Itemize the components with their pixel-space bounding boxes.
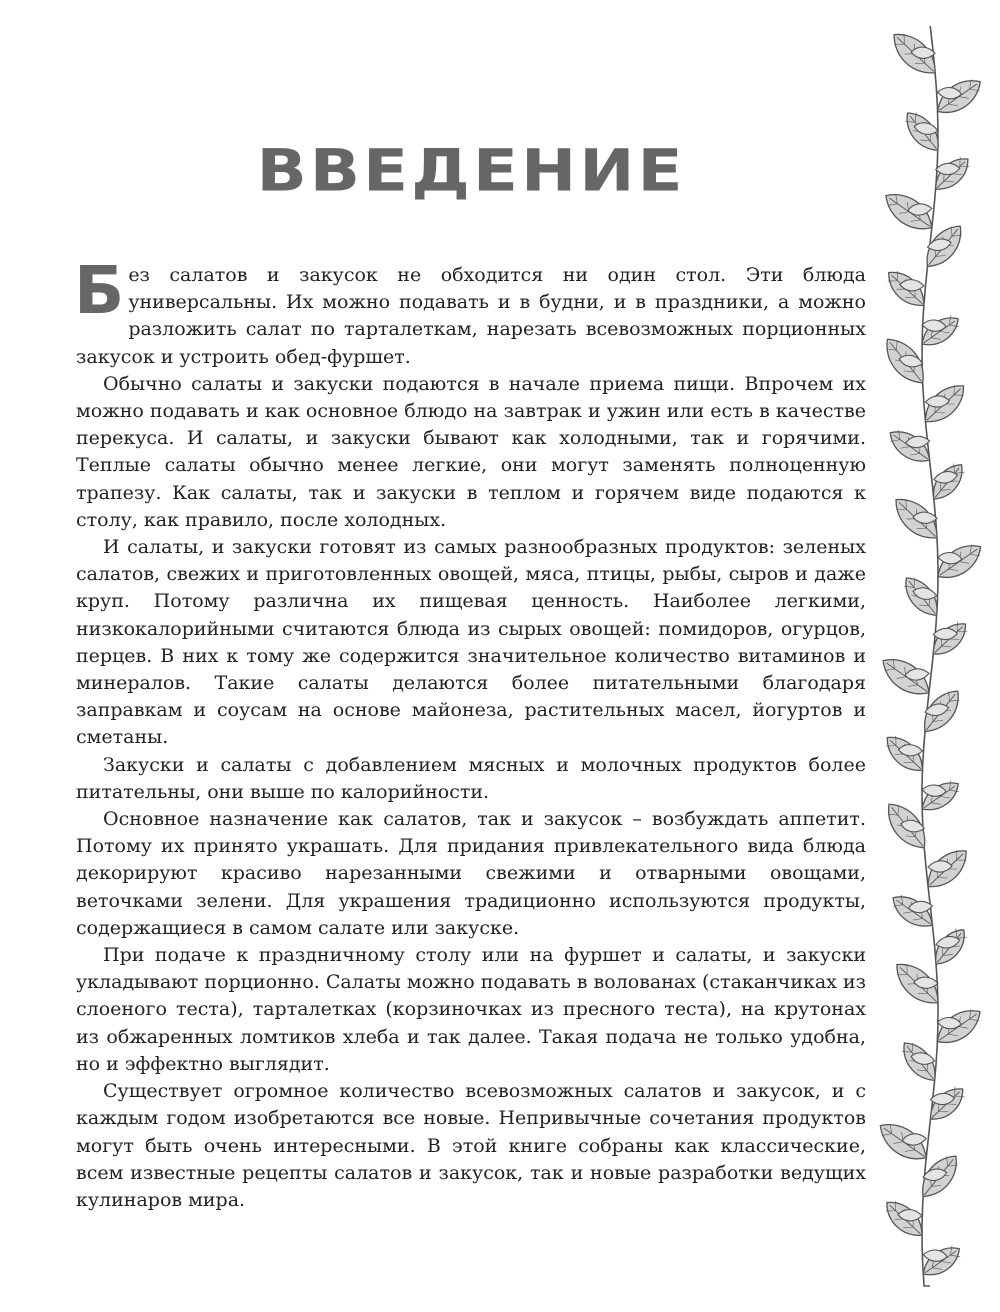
- paragraph: И салаты, и закуски готовят из самых разнообразных продуктов: зеленых салатов, свежих и приготовленных овощей, мяса, птицы, рыбы, сыров и даже круп. Потому различна их пищевая ценность. Наиболее легкими, низкокалорийными считаются блюда из сырых овощей: помидоров, огурцов, перцев. В них к тому же содержится значительное количество витаминов и минералов. Такие салаты делаются более питательными благодаря заправкам и соусам на основе майонеза, растительных масел, йогуртов и сметаны.: [76, 536, 866, 749]
- leaf-border-icon: [876, 24, 984, 1288]
- paragraph: Обычно салаты и закуски подаются в начале приема пищи. Впрочем их можно подавать и как основное блюдо на завтрак и ужин или есть в качестве перекуса. И салаты, и закуски бывают как холодными, так и горячими. Теплые салаты обычно менее легкие, они могут заменять полноценную трапезу. Как салаты, так и закуски в теплом и горячем виде подаются к столу, как правило, после холодных.: [76, 372, 866, 531]
- paragraph: Основное назначение как салатов, так и закусок – возбуждать аппетит. Потому их принято украшать. Для придания привлекательного вида блюда декорируют красиво нарезанными свежими и отварными овощами, веточками зелени. Для украшения традиционно используются продукты, содержащиеся в самом салате или закуске.: [76, 808, 866, 939]
- paragraph: Закуски и салаты с добавлением мясных и молочных продуктов более питательны, они выше по калорийности.: [76, 753, 866, 803]
- paragraph-text: ез салатов и закусок не обходится ни один стол. Эти блюда универсальны. Их можно подавать и в будни, и в праздники, а можно разложить салат по тарталеткам, нарезать всевозможных порционных закусок и устроить обед-фуршет.: [76, 264, 866, 368]
- drop-cap: Б: [74, 252, 125, 329]
- paragraph: Существует огромное количество всевозможных салатов и закусок, и с каждым годом изобретаются все новые. Непривычные сочетания продуктов могут быть очень интересными. В этой книге собраны как классические, всем известные рецепты салатов и закусок, так и новые разработки ведущих кулинаров мира.: [76, 1080, 866, 1211]
- leaf-icon: [917, 776, 964, 817]
- page-title: ВВЕДЕНИЕ: [256, 136, 686, 205]
- body-text: [74, 252, 866, 1214]
- leaf-icon: [918, 1241, 965, 1282]
- paragraph: При подаче к праздничному столу или на фуршет и салаты, и закуски укладывают порционно. Салаты можно подавать в волованах (стаканчиках из слоеного теста), тарталетках (корзиночках из пресного теста), на крутонах из обжаренных ломтиков хлеба и так далее. Такая подача не только удобна, но и эффектно выглядит.: [76, 944, 866, 1075]
- paragraph: [74, 252, 866, 371]
